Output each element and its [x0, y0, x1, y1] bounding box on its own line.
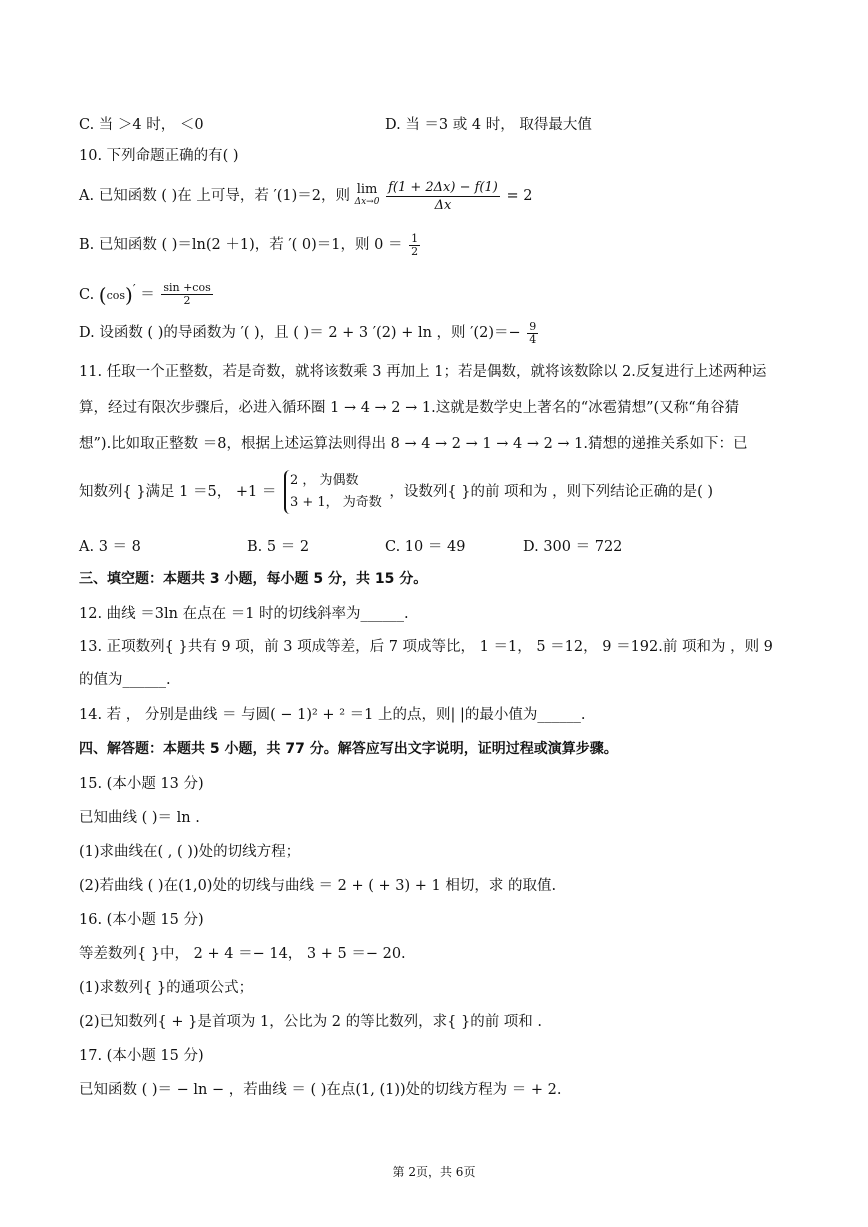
- q10-b-text: B. 已知函数 ( )＝ln(2 ＋1)，若 ′( 0)＝1，则 0 ＝: [79, 237, 403, 253]
- q11-option-d: D. 300 ＝ 722: [523, 539, 623, 555]
- q11-line-4: [79, 470, 713, 514]
- q9-option-d: D. 当 ＝3 或 4 时， 取得最大值: [385, 117, 592, 133]
- fraction-denominator: Δx: [434, 197, 452, 213]
- lim-subscript: Δx→0: [354, 197, 380, 207]
- equals-sign: ＝: [140, 286, 155, 303]
- case-odd: 3 + 1， 为奇数: [289, 495, 382, 510]
- q10-option-b: [79, 230, 422, 260]
- prime-mark: ′: [132, 282, 136, 296]
- fraction-denominator: 2: [183, 294, 191, 308]
- q9-option-c: C. 当 ＞4 时， ＜0: [79, 117, 204, 133]
- page-footer: 第 2页，共 6页: [392, 1165, 476, 1179]
- q15-line-1: 已知曲线 ( )＝ ln .: [79, 810, 200, 826]
- left-paren: (: [98, 282, 107, 307]
- section-3-heading: 三、填空题：本题共 3 小题，每小题 5 分，共 15 分。: [79, 571, 428, 587]
- fraction-numerator: f(1 + 2Δx) − f(1): [388, 179, 498, 195]
- fraction-numerator: 9: [529, 319, 537, 333]
- q10-stem: 10. 下列命题正确的有( ): [79, 148, 239, 164]
- q10-a-text: A. 已知函数 ( )在 上可导，若 ′(1)＝2，则: [79, 188, 350, 204]
- q10-a-rhs: = 2: [506, 188, 533, 204]
- q16-line-1: 等差数列{ }中， 2 + 4 ＝− 14， 3 + 5 ＝− 20.: [79, 946, 406, 962]
- q11-line-1: 11. 任取一个正整数，若是奇数，就将该数乘 3 再加上 1；若是偶数，就将该数除以 2.反复进行上述两种运: [79, 364, 767, 380]
- section-4-heading: 四、解答题：本题共 5 小题，共 77 分。解答应写出文字说明，证明过程或演算步骤。: [79, 741, 618, 757]
- lim-word: lim: [356, 182, 378, 197]
- cos-term: cos: [106, 288, 126, 302]
- q11-option-a: A. 3 ＝ 8: [79, 539, 141, 555]
- q10-d-text: D. 设函数 ( )的导函数为 ′( )，且 ( )＝ 2 + 3 ′(2) + ln ，则 ′(2)＝−: [79, 325, 521, 341]
- q16-head: 16. (本小题 15 分): [79, 912, 204, 928]
- q11-line-3: 想”).比如取正整数 ＝8，根据上述运算法则得出 8 → 4 → 2 → 1 → 4 → 2 → 1.猜想的递推关系如下：已: [79, 436, 748, 452]
- q10-c-label: C.: [79, 286, 95, 303]
- case-even: 2 ， 为偶数: [289, 473, 359, 488]
- q15-line-3: (2)若曲线 ( )在(1,0)处的切线与曲线 ＝ 2 + ( + 3) + 1 相切，求 的取值.: [79, 878, 557, 894]
- q11-line-2: 算，经过有限次步骤后，必进入循环圈 1 → 4 → 2 → 1.这就是数学史上著名的“冰雹猜想”(又称“角谷猜: [79, 400, 740, 416]
- difference-quotient: [386, 179, 500, 214]
- q16-line-2: (1)求数列{ }的通项公式；: [79, 980, 254, 996]
- fraction-numerator: 1: [411, 231, 419, 245]
- q10-option-d: [79, 318, 540, 348]
- q10-option-c: [79, 273, 215, 312]
- piecewise-brace: [284, 470, 382, 514]
- q17-line-1: 已知函数 ( )＝ − ln − ，若曲线 ＝ ( )在点(1, (1))处的切线方程为 ＝ + 2.: [79, 1082, 562, 1098]
- q14: 14. 若 ， 分别是曲线 ＝ 与圆( − 1)² + ² ＝1 上的点，则| |的最小值为______.: [79, 707, 586, 723]
- fraction-numerator: sin +cos: [163, 281, 211, 295]
- q10-option-a: [79, 178, 532, 214]
- q15-line-2: (1)求曲线在( , ( ))处的切线方程；: [79, 844, 301, 860]
- q13-line-2: 的值为______.: [79, 672, 171, 688]
- derivative-fraction: [161, 282, 212, 307]
- q11-option-b: B. 5 ＝ 2: [247, 539, 310, 555]
- right-paren: ): [125, 282, 133, 307]
- q11-recurrence-tail: ，设数列{ }的前 项和为 ，则下列结论正确的是( ): [389, 484, 714, 500]
- limit-operator: [355, 184, 380, 208]
- fraction-half: [409, 233, 420, 258]
- q11-option-c: C. 10 ＝ 49: [385, 539, 466, 555]
- q11-recurrence-lead: 知数列{ }满足 1 ＝5， +1 ＝: [79, 484, 277, 500]
- fraction-denominator: 4: [529, 332, 537, 346]
- q16-line-3: (2)已知数列{ + }是首项为 1，公比为 2 的等比数列，求{ }的前 项和 .: [79, 1014, 543, 1030]
- q17-head: 17. (本小题 15 分): [79, 1048, 204, 1064]
- q12: 12. 曲线 ＝3ln 在点在 ＝1 时的切线斜率为______.: [79, 606, 409, 622]
- fraction-denominator: 2: [411, 244, 419, 258]
- q13-line-1: 13. 正项数列{ }共有 9 项，前 3 项成等差，后 7 项成等比， 1 ＝1， 5 ＝12， 9 ＝192.前 项和为 ，则 9: [79, 639, 773, 655]
- fraction-nine-fourths: [527, 321, 538, 346]
- q15-head: 15. (本小题 13 分): [79, 776, 204, 792]
